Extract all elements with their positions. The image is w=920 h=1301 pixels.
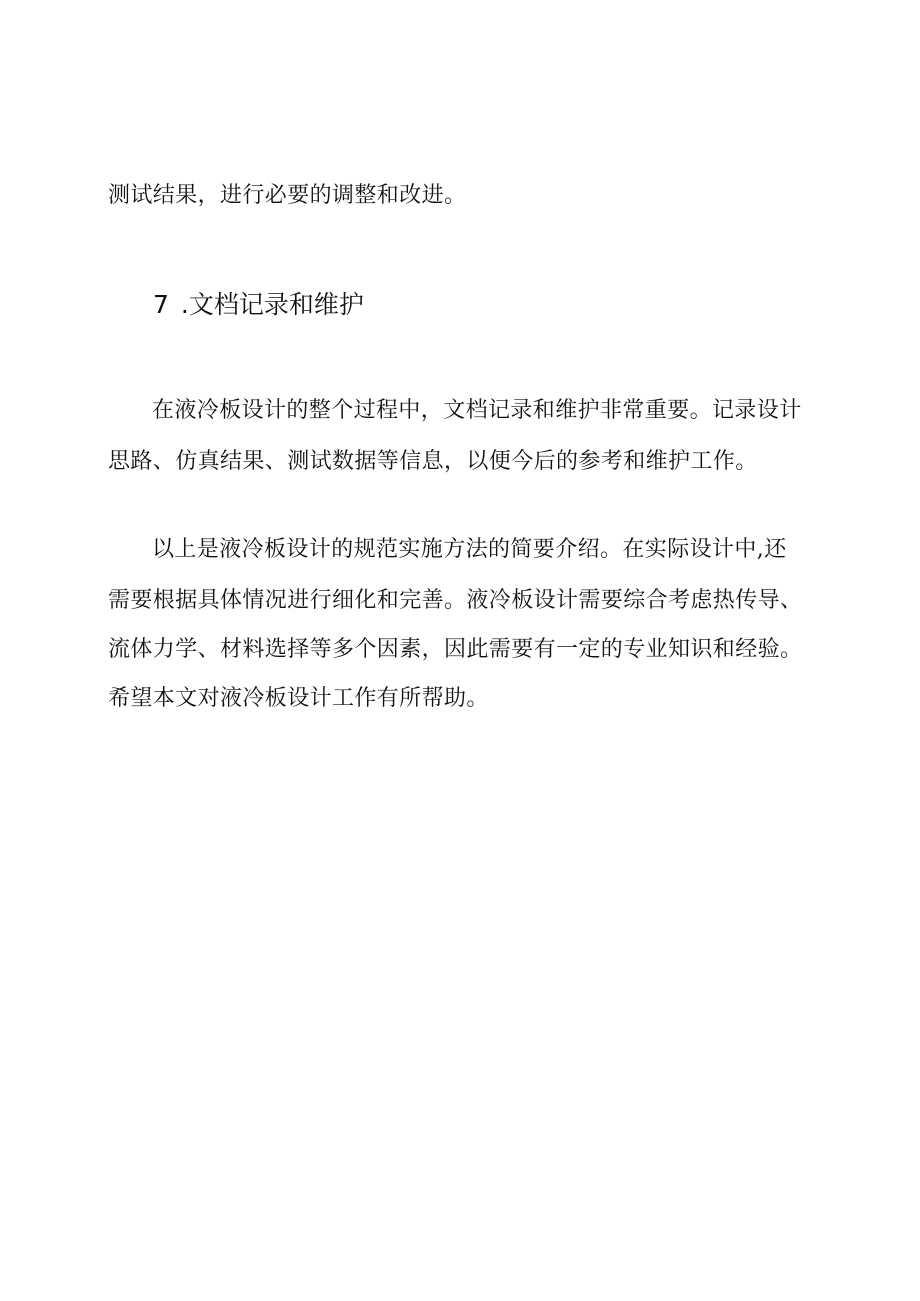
paragraph-line: 在液冷板设计的整个过程中，文档记录和维护非常重要。记录设计 (152, 398, 802, 423)
paragraph-line: 流体力学、材料选择等多个因素，因此需要有一定的专业知识和经验。 (108, 637, 803, 662)
paragraph-line: 需要根据具体情况进行细化和完善。液冷板设计需要综合考虑热传导、 (108, 588, 803, 613)
section-number: 7 (153, 290, 169, 319)
paragraph-line: 思路、仿真结果、测试数据等信息，以便今后的参考和维护工作。 (108, 449, 758, 474)
section-title: .文档记录和维护 (180, 290, 364, 319)
intro-text-line: 测试结果，进行必要的调整和改进。 (108, 183, 467, 208)
section-heading (153, 290, 364, 320)
paragraph-line: 以上是液冷板设计的规范实施方法的简要介绍。在实际设计中,还 (152, 537, 787, 562)
paragraph-line: 希望本文对液冷板设计工作有所帮助。 (108, 686, 489, 711)
